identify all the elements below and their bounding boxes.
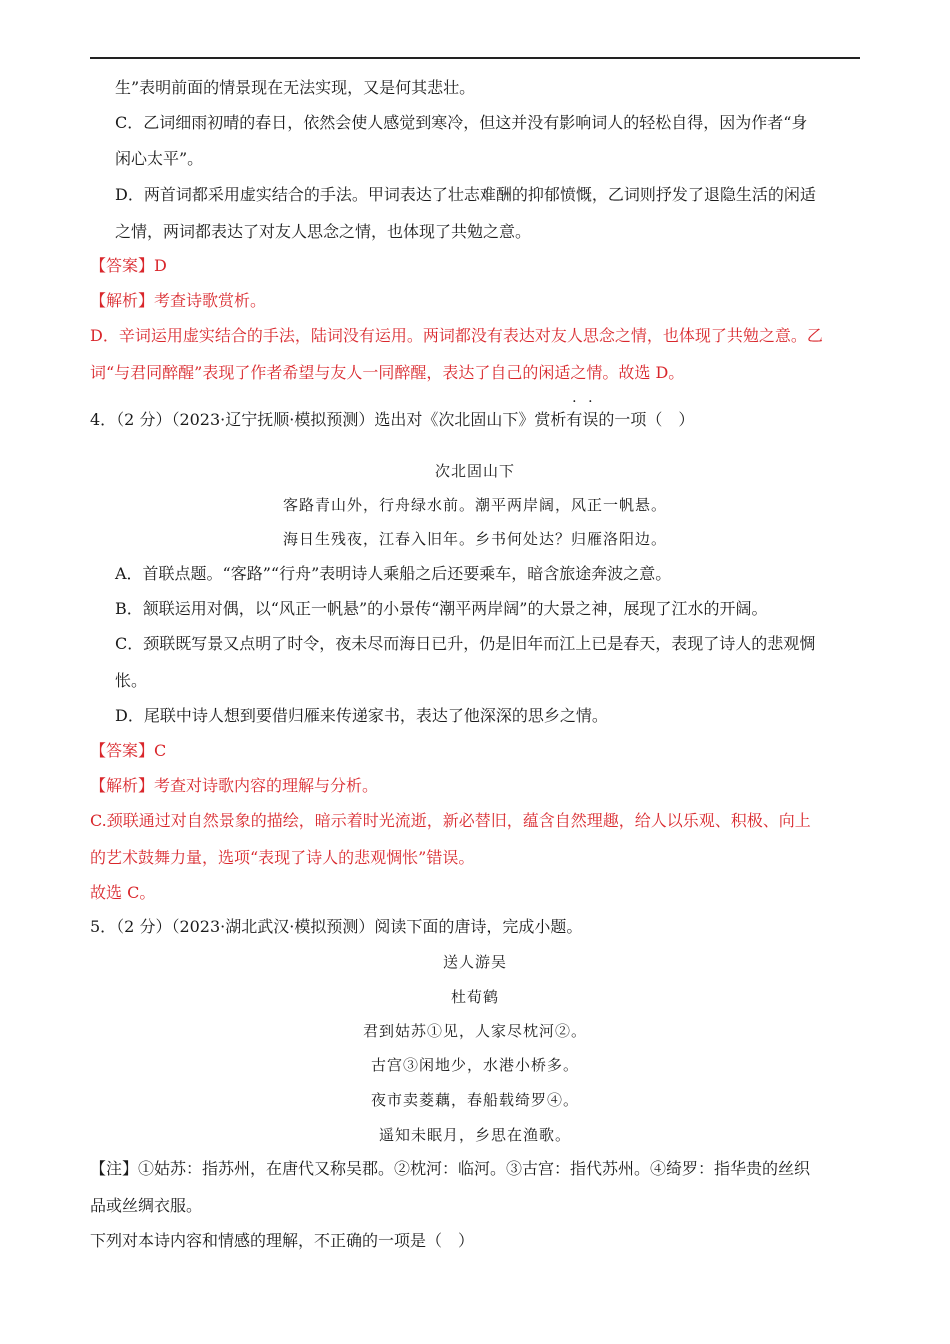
answer-value: D [154,256,167,275]
q4-option-b: B．颔联运用对偶，以“风正一帆悬”的小景传“潮平两岸阔”的大景之神，展现了江水的开阔。 [115,599,768,618]
q4-option-a: A．首联点题。“客路”“行舟”表明诗人乘船之后还要乘车，暗含旅途奔波之意。 [115,564,672,583]
q4-explanation-line1: C.颈联通过对自然景象的描绘，暗示着时光流逝，新必替旧，蕴含自然理趣，给人以乐观、积极、向上 [90,811,811,830]
q5-question: 下列对本诗内容和情感的理解，不正确的一项是（ ） [90,1231,475,1250]
q5-poem-line3: 夜市卖菱藕，春船载绮罗④。 [370,1091,579,1109]
q5-poem-line4: 遥知未眠月，乡思在渔歌。 [378,1126,571,1144]
q4-stem-after: 的一项（ ） [598,410,695,429]
answer-tag: 【答案】 [90,741,155,760]
q4-stem [90,409,694,431]
q4-emphasis-char-1: 有 [566,410,583,429]
q4-explanation-line2: 的艺术鼓舞力量，选项“表现了诗人的悲观惆怅”错误。 [90,848,475,867]
prev-option-c-line1: C．乙词细雨初晴的春日，依然会使人感觉到寒冷，但这并没有影响词人的轻松自得，因为作者“身 [115,113,808,132]
q4-stem-before: 4．（2 分）（2023·辽宁抚顺·模拟预测）选出对《次北固山下》赏析 [90,410,567,429]
q4-analysis [90,775,378,797]
q4-option-c-line1: C．颈联既写景又点明了时令，夜未尽而海日已升，仍是旧年而江上已是春天，表现了诗人的悲观惆 [115,634,816,653]
prev-option-d-line1: D．两首词都采用虚实结合的手法。甲词表达了壮志难酬的抑郁愤慨，乙词则抒发了退隐生活的闲适 [115,185,816,204]
prev-option-b-tail: 生”表明前面的情景现在无法实现，又是何其悲壮。 [115,78,476,97]
q4-poem-title: 次北固山下 [434,462,515,480]
analysis-tag: 【解析】 [90,776,155,795]
q4-poem-line2: 海日生残夜，江春入旧年。乡书何处达？归雁洛阳边。 [282,530,667,548]
q5-note-line1: 【注】①姑苏：指苏州，在唐代又称吴郡。②枕河：临河。③古宫：指代苏州。④绮罗：指华贵的丝织 [90,1159,811,1178]
q5-poem-title: 送人游吴 [442,953,507,971]
header-rule [90,57,860,59]
analysis-tag: 【解析】 [90,291,155,310]
q4-conclusion: 故选 C。 [90,883,156,902]
q5-stem: 5．（2 分）（2023·湖北武汉·模拟预测）阅读下面的唐诗，完成小题。 [90,917,583,936]
q5-note-line2: 品或丝绸衣服。 [90,1196,203,1215]
answer-value: C [154,741,167,760]
analysis-text: 考查对诗歌内容的理解与分析。 [154,776,379,795]
prev-answer [90,255,167,277]
prev-analysis [90,290,266,312]
prev-explanation-line2: 词“与君同醉醒”表现了作者希望与友人一同醉醒，表达了自己的闲适之情。故选 D。 [90,363,685,382]
prev-explanation-line1: D．辛词运用虚实结合的手法，陆词没有运用。两词都没有表达对友人思念之情，也体现了共勉之意。乙 [90,326,823,345]
q4-answer [90,740,166,762]
prev-option-d-line2: 之情，两词都表达了对友人思念之情，也体现了共勉之意。 [115,222,532,241]
q5-poem-line1: 君到姑苏①见，人家尽枕河②。 [362,1022,587,1040]
q4-option-d: D．尾联中诗人想到要借归雁来传递家书，表达了他深深的思乡之情。 [115,706,608,725]
q4-poem-line1: 客路青山外，行舟绿水前。潮平两岸阔，风正一帆悬。 [282,496,667,514]
q5-poem-line2: 古宫③闲地少，水港小桥多。 [370,1056,579,1074]
q5-poem-author: 杜荀鹤 [450,988,499,1006]
answer-tag: 【答案】 [90,256,155,275]
q4-emphasis-char-2: 误 [582,410,599,429]
q4-option-c-line2: 怅。 [115,671,148,690]
analysis-text: 考查诗歌赏析。 [154,291,267,310]
prev-option-c-line2: 闲心太平”。 [115,149,204,168]
